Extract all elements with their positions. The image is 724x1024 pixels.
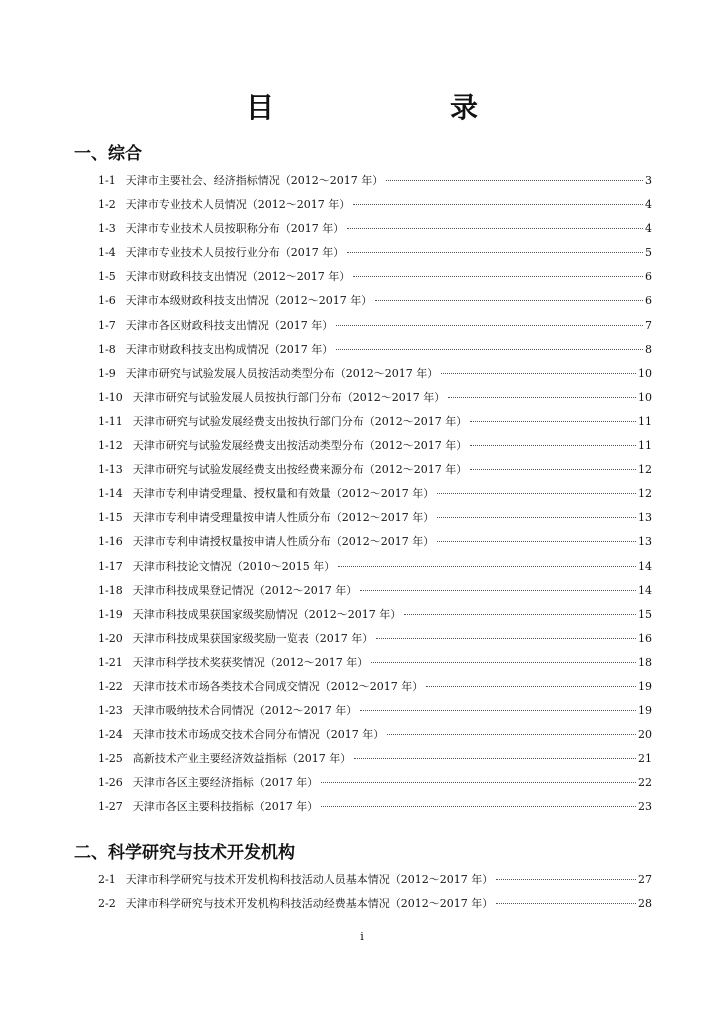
toc-entry[interactable] — [98, 317, 652, 341]
toc-entry-title: 天津市科技成果登记情况（2012～2017 年） — [132, 583, 358, 597]
toc-entry-page: 4 — [645, 198, 652, 212]
toc-entry-page: 15 — [638, 607, 652, 621]
toc-entry[interactable] — [98, 437, 652, 461]
toc-dot-leader — [404, 614, 636, 615]
toc-dot-leader — [470, 421, 636, 422]
toc-entry-page: 4 — [645, 222, 652, 236]
toc-entry-title: 天津市科学研究与技术开发机构科技活动人员基本情况（2012～2017 年） — [125, 873, 494, 886]
toc-entry-number: 1-18 — [98, 583, 123, 597]
toc-entry-title: 天津市科学技术奖获奖情况（2012～2017 年） — [132, 655, 369, 669]
toc-entry-title: 天津市研究与试验发展经费支出按活动类型分布（2012～2017 年） — [132, 439, 468, 453]
toc-entry[interactable] — [98, 750, 652, 774]
toc-entry[interactable] — [98, 461, 652, 485]
toc-dot-leader — [353, 276, 643, 277]
toc-dot-leader — [336, 349, 643, 350]
toc-entry-page: 19 — [638, 704, 652, 718]
toc-entry-number: 1-10 — [98, 390, 123, 404]
toc-entry-page: 18 — [638, 655, 652, 669]
toc-entry-number: 1-6 — [98, 294, 116, 308]
toc-list-research-institutes — [98, 871, 652, 919]
toc-entry-page: 21 — [638, 752, 652, 766]
toc-entry[interactable] — [98, 654, 652, 678]
toc-entry[interactable] — [98, 244, 652, 268]
toc-dot-leader — [470, 469, 636, 470]
toc-entry-number: 2-2 — [98, 897, 116, 911]
toc-entry-page: 28 — [638, 897, 652, 911]
toc-entry-page: 14 — [638, 559, 652, 573]
toc-entry[interactable] — [98, 895, 652, 919]
toc-entry-title: 天津市吸纳技术合同情况（2012～2017 年） — [132, 704, 358, 718]
toc-entry[interactable] — [98, 774, 652, 798]
toc-entry-page: 12 — [638, 463, 652, 477]
toc-entry-title: 天津市技术市场成交技术合同分布情况（2017 年） — [132, 728, 385, 742]
toc-entry-number: 1-17 — [98, 559, 123, 573]
toc-entry[interactable] — [98, 606, 652, 630]
toc-entry-page: 19 — [638, 679, 652, 693]
toc-entry-page: 5 — [645, 246, 652, 260]
toc-entry-title: 天津市科学研究与技术开发机构科技活动经费基本情况（2012～2017 年） — [125, 897, 494, 911]
toc-entry-number: 2-1 — [98, 873, 116, 886]
toc-entry-page: 14 — [638, 583, 652, 597]
toc-entry-title: 天津市研究与试验发展经费支出按经费来源分布（2012～2017 年） — [132, 463, 468, 477]
toc-dot-leader — [347, 252, 643, 253]
toc-entry-number: 1-26 — [98, 776, 123, 790]
toc-entry[interactable] — [98, 509, 652, 533]
toc-entry-number: 1-16 — [98, 535, 123, 549]
toc-list-general — [98, 172, 652, 823]
toc-dot-leader — [336, 325, 643, 326]
toc-entry[interactable] — [98, 798, 652, 822]
toc-entry-number: 1-7 — [98, 318, 116, 332]
toc-entry-number: 1-5 — [98, 270, 116, 284]
toc-dot-leader — [371, 662, 636, 663]
toc-entry-page: 13 — [638, 535, 652, 549]
toc-entry-page: 12 — [638, 487, 652, 501]
toc-dot-leader — [496, 903, 636, 904]
toc-entry-page: 8 — [645, 342, 652, 356]
toc-dot-leader — [441, 373, 636, 374]
toc-entry-number: 1-1 — [98, 174, 116, 187]
toc-dot-leader — [470, 445, 636, 446]
toc-entry-number: 1-12 — [98, 439, 123, 453]
toc-entry-title: 天津市科技成果获国家级奖励情况（2012～2017 年） — [132, 607, 402, 621]
toc-entry-number: 1-25 — [98, 752, 123, 766]
toc-entry-number: 1-20 — [98, 631, 123, 645]
toc-entry-page: 10 — [638, 390, 652, 404]
toc-entry[interactable] — [98, 196, 652, 220]
toc-dot-leader — [353, 204, 643, 205]
toc-entry-title: 天津市研究与试验发展人员按活动类型分布（2012～2017 年） — [125, 366, 439, 380]
toc-entry-title: 天津市各区主要经济指标（2017 年） — [132, 776, 319, 790]
toc-entry-title: 天津市本级财政科技支出情况（2012～2017 年） — [125, 294, 373, 308]
toc-entry[interactable] — [98, 268, 652, 292]
toc-entry[interactable] — [98, 558, 652, 582]
toc-entry-number: 1-22 — [98, 679, 123, 693]
toc-entry-title: 天津市专利申请授权量按申请人性质分布（2012～2017 年） — [132, 535, 435, 549]
toc-entry[interactable] — [98, 678, 652, 702]
section-heading-general: 一、综合 — [74, 144, 142, 164]
toc-entry-title: 天津市财政科技支出情况（2012～2017 年） — [125, 270, 351, 284]
toc-entry-number: 1-27 — [98, 800, 123, 814]
toc-dot-leader — [387, 734, 636, 735]
page-number: i — [360, 930, 364, 943]
toc-dot-leader — [375, 300, 643, 301]
toc-entry-title: 天津市科技论文情况（2010～2015 年） — [132, 559, 336, 573]
toc-entry[interactable] — [98, 630, 652, 654]
toc-dot-leader — [360, 710, 636, 711]
toc-entry-number: 1-11 — [98, 414, 123, 428]
toc-entry-page: 6 — [645, 270, 652, 284]
toc-entry-title: 高新技术产业主要经济效益指标（2017 年） — [132, 752, 352, 766]
toc-entry-title: 天津市专利申请受理量按申请人性质分布（2012～2017 年） — [132, 511, 435, 525]
toc-dot-leader — [386, 180, 643, 181]
toc-entry[interactable] — [98, 341, 652, 365]
toc-entry-number: 1-23 — [98, 704, 123, 718]
toc-entry-page: 11 — [638, 439, 652, 453]
toc-entry[interactable] — [98, 413, 652, 437]
toc-entry-title: 天津市研究与试验发展人员按执行部门分布（2012～2017 年） — [132, 390, 446, 404]
toc-entry-title: 天津市专业技术人员情况（2012～2017 年） — [125, 198, 351, 212]
toc-dot-leader — [354, 758, 636, 759]
toc-entry[interactable] — [98, 485, 652, 509]
toc-entry-title: 天津市各区主要科技指标（2017 年） — [132, 800, 319, 814]
toc-entry-page: 20 — [638, 728, 652, 742]
toc-entry-page: 23 — [638, 800, 652, 814]
page-title: 目 录 — [245, 91, 518, 124]
toc-entry[interactable] — [98, 220, 652, 244]
toc-entry-number: 1-3 — [98, 222, 116, 236]
toc-entry[interactable] — [98, 726, 652, 750]
toc-dot-leader — [437, 493, 636, 494]
toc-entry-title: 天津市各区财政科技支出情况（2017 年） — [125, 318, 334, 332]
toc-entry-title: 天津市专业技术人员按职称分布（2017 年） — [125, 222, 345, 236]
toc-entry-number: 1-2 — [98, 198, 116, 212]
toc-entry[interactable] — [98, 292, 652, 316]
toc-entry-page: 16 — [638, 631, 652, 645]
toc-dot-leader — [338, 566, 636, 567]
toc-entry-title: 天津市专业技术人员按行业分布（2017 年） — [125, 246, 345, 260]
toc-dot-leader — [437, 541, 636, 542]
toc-dot-leader — [426, 686, 636, 687]
toc-dot-leader — [496, 879, 636, 880]
toc-entry-page: 22 — [638, 776, 652, 790]
toc-entry-page: 27 — [638, 873, 652, 886]
toc-entry[interactable] — [98, 389, 652, 413]
toc-entry-page: 13 — [638, 511, 652, 525]
toc-entry-title: 天津市主要社会、经济指标情况（2012～2017 年） — [125, 174, 384, 187]
toc-dot-leader — [376, 638, 636, 639]
toc-entry[interactable] — [98, 365, 652, 389]
toc-dot-leader — [321, 806, 636, 807]
toc-entry-page: 6 — [645, 294, 652, 308]
toc-entry-page: 7 — [645, 318, 652, 332]
toc-entry[interactable] — [98, 702, 652, 726]
toc-entry-number: 1-14 — [98, 487, 123, 501]
toc-entry[interactable] — [98, 871, 652, 895]
toc-entry-number: 1-21 — [98, 655, 123, 669]
toc-entry-number: 1-19 — [98, 607, 123, 621]
toc-entry-page: 11 — [638, 414, 652, 428]
toc-entry-number: 1-9 — [98, 366, 116, 380]
toc-dot-leader — [321, 782, 636, 783]
toc-dot-leader — [347, 228, 643, 229]
section-heading-research-institutes: 二、科学研究与技术开发机构 — [74, 843, 295, 863]
toc-entry[interactable] — [98, 533, 652, 557]
toc-entry-number: 1-4 — [98, 246, 116, 260]
toc-dot-leader — [360, 590, 636, 591]
toc-entry-title: 天津市财政科技支出构成情况（2017 年） — [125, 342, 334, 356]
toc-dot-leader — [437, 517, 636, 518]
toc-entry-number: 1-24 — [98, 728, 123, 742]
toc-entry-title: 天津市科技成果获国家级奖励一览表（2017 年） — [132, 631, 374, 645]
toc-dot-leader — [448, 397, 636, 398]
toc-entry-number: 1-8 — [98, 342, 116, 356]
toc-entry-number: 1-15 — [98, 511, 123, 525]
toc-entry-title: 天津市技术市场各类技术合同成交情况（2012～2017 年） — [132, 679, 424, 693]
toc-entry-title: 天津市研究与试验发展经费支出按执行部门分布（2012～2017 年） — [132, 414, 468, 428]
toc-entry[interactable] — [98, 582, 652, 606]
toc-entry[interactable] — [98, 172, 652, 196]
toc-entry-page: 3 — [645, 174, 652, 187]
toc-entry-title: 天津市专利申请受理量、授权量和有效量（2012～2017 年） — [132, 487, 435, 501]
toc-entry-page: 10 — [638, 366, 652, 380]
toc-entry-number: 1-13 — [98, 463, 123, 477]
